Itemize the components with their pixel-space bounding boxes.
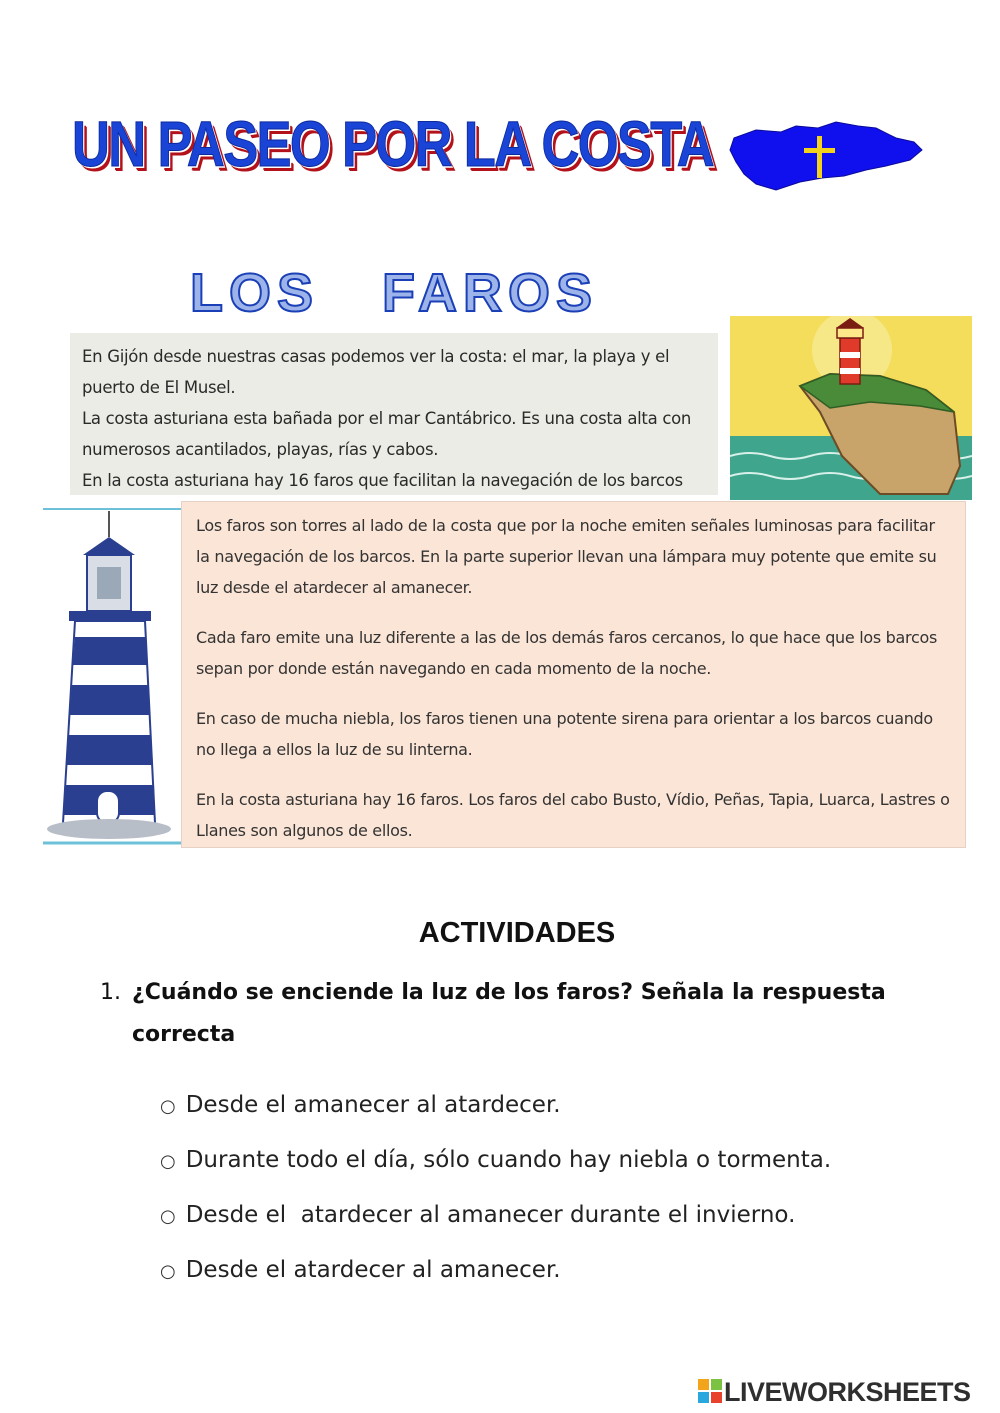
activities-heading: ACTIVIDADES (418, 917, 616, 949)
question-number: 1. (100, 980, 121, 1005)
answer-option-2[interactable] (160, 1137, 960, 1192)
intro-paragraph: En la costa asturiana hay 16 faros que facilitan la navegación de los barcos (82, 471, 683, 490)
page-title: UN PASEO POR LA COSTA (72, 108, 714, 180)
question-text: ¿Cuándo se enciende la luz de los faros? Señala la respuesta correcta (132, 980, 886, 1047)
asturias-map-icon (726, 118, 926, 198)
liveworksheets-logo (698, 1374, 998, 1410)
answer-option-1[interactable] (160, 1082, 960, 1137)
radio-circle-icon[interactable]: ○ (160, 1151, 176, 1172)
intro-paragraph: En Gijón desde nuestras casas podemos ver la costa: el mar, la playa y el puerto de El Musel. (82, 347, 670, 397)
intro-paragraph: La costa asturiana esta bañada por el mar Cantábrico. Es una costa alta con numerosos acantilados, playas, rías y cabos. (82, 409, 692, 459)
answer-option-label: Desde el atardecer al amanecer. (185, 1257, 561, 1283)
info-text-block (181, 501, 966, 848)
liveworksheets-brand-text: LIVEWORKSHEETS (724, 1377, 971, 1407)
liveworksheets-blocks-icon (698, 1376, 722, 1412)
radio-circle-icon[interactable]: ○ (160, 1206, 176, 1227)
answer-options (160, 1082, 960, 1302)
lighthouse-image (43, 507, 183, 845)
info-paragraph: En caso de mucha niebla, los faros tienen una potente sirena para orientar a los barcos cuando no llega a ellos la luz de su linterna. (196, 709, 933, 759)
section-subtitle: LOS FAROS (190, 263, 599, 323)
answer-option-label: Desde el atardecer al amanecer durante el invierno. (185, 1202, 796, 1228)
info-paragraph: Cada faro emite una luz diferente a las de los demás faros cercanos, lo que hace que los barcos sepan por donde están navegando en cada momento de la noche. (196, 628, 937, 678)
answer-option-4[interactable] (160, 1247, 960, 1302)
answer-option-label: Durante todo el día, sólo cuando hay niebla o tormenta. (185, 1147, 832, 1173)
info-paragraph: Los faros son torres al lado de la costa que por la noche emiten señales luminosas para facilitar la navegación de los barcos. En la parte superior llevan una lámpara muy potente que emite su luz desde el atardecer al amanecer. (196, 516, 937, 597)
radio-circle-icon[interactable]: ○ (160, 1096, 176, 1117)
intro-text-block (70, 333, 718, 495)
cliff-lighthouse-image (730, 316, 972, 500)
question-1 (100, 972, 930, 1056)
answer-option-label: Desde el amanecer al atardecer. (185, 1092, 561, 1118)
info-paragraph: En la costa asturiana hay 16 faros. Los faros del cabo Busto, Vídio, Peñas, Tapia, Luarca, Lastres o Llanes son algunos de ellos. (196, 790, 950, 840)
radio-circle-icon[interactable]: ○ (160, 1261, 176, 1282)
answer-option-3[interactable] (160, 1192, 960, 1247)
